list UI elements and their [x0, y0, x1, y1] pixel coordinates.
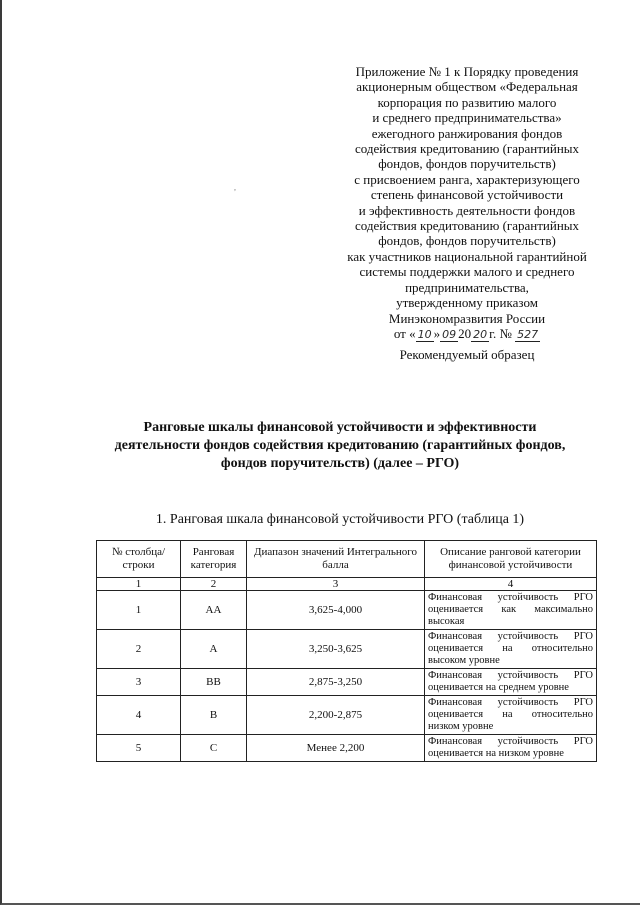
appendix-line: с присвоением ранга, характеризующего	[354, 171, 580, 187]
table-header-row	[97, 541, 597, 578]
document-title	[80, 419, 600, 473]
row-description: Финансовая устойчивость РГО оценивается на среднем уровне	[425, 669, 597, 696]
section-title: 1. Ранговая шкала финансовой устойчивости РГО (таблица 1)	[155, 512, 525, 527]
row-number: 2	[97, 630, 181, 669]
appendix-line: утвержденному приказом	[396, 295, 538, 311]
row-range: 3,625-4,000	[247, 591, 425, 630]
title-line: деятельности фондов содействия кредитованию (гарантийных фондов,	[114, 438, 566, 453]
handwritten-day: 10	[417, 327, 432, 341]
row-category: BB	[181, 669, 247, 696]
row-range: 2,875-3,250	[247, 669, 425, 696]
appendix-line: ежегодного ранжирования фондов	[371, 125, 563, 141]
header-range: Диапазон значений Интегрального балла	[247, 541, 425, 578]
appendix-line: предпринимательства,	[405, 279, 529, 295]
table-row	[97, 735, 597, 762]
appendix-line: фондов, фондов поручительств)	[378, 233, 556, 249]
appendix-line: акционерным обществом «Федеральная	[356, 79, 578, 95]
appendix-line: Минэкономразвития России	[388, 310, 546, 326]
appendix-line: корпорация по развитию малого	[377, 94, 557, 110]
appendix-line: и эффективность деятельности фондов	[358, 202, 576, 218]
header-number: № столбца/строки	[97, 541, 181, 578]
appendix-line: степень финансовой устойчивости	[370, 187, 564, 203]
table-row	[97, 696, 597, 735]
table-row	[97, 591, 597, 630]
row-range: 2,200-2,875	[247, 696, 425, 735]
table-row	[97, 669, 597, 696]
row-category: B	[181, 696, 247, 735]
row-number: 5	[97, 735, 181, 762]
column-number: 4	[425, 578, 597, 591]
table-row	[97, 630, 597, 669]
row-description: Финансовая устойчивость РГО оценивается на низком уровне	[425, 735, 597, 762]
column-number: 2	[181, 578, 247, 591]
row-description: Финансовая устойчивость РГО оценивается на относительно высоком уровне	[425, 630, 597, 669]
date-after: г. №	[489, 325, 512, 341]
row-range: Менее 2,200	[247, 735, 425, 762]
recommended-sample-label: Рекомендуемый образец	[399, 347, 535, 362]
row-category: A	[181, 630, 247, 669]
title-line: Ранговые шкалы финансовой устойчивости и эффективности	[143, 420, 537, 435]
appendix-line: Приложение № 1 к Порядку проведения	[355, 64, 579, 79]
date-year-prefix: 20	[458, 325, 472, 341]
appendix-header	[340, 64, 594, 342]
date-mid: »	[433, 325, 441, 341]
row-category: C	[181, 735, 247, 762]
row-number: 4	[97, 696, 181, 735]
appendix-line: содействия кредитованию (гарантийных	[354, 218, 580, 234]
date-prefix: от «	[393, 325, 416, 341]
title-line: фондов поручительств) (далее – РГО)	[220, 456, 460, 471]
rank-scale-table	[96, 540, 597, 762]
appendix-line: системы поддержки малого и среднего	[359, 264, 575, 280]
appendix-line: и среднего предпринимательства»	[372, 110, 562, 126]
row-range: 3,250-3,625	[247, 630, 425, 669]
column-number: 1	[97, 578, 181, 591]
appendix-line: фондов, фондов поручительств)	[378, 156, 556, 172]
handwritten-order-number: 527	[517, 327, 539, 341]
scan-artifact-mark: ,	[234, 183, 236, 192]
order-date-line	[340, 326, 594, 342]
appendix-line: содействия кредитованию (гарантийных	[354, 141, 580, 157]
row-description: Финансовая устойчивость РГО оценивается как максимально высокая	[425, 591, 597, 630]
column-number: 3	[247, 578, 425, 591]
row-category: AA	[181, 591, 247, 630]
appendix-line: как участников национальной гарантийной	[347, 248, 587, 264]
row-number: 3	[97, 669, 181, 696]
handwritten-month: 09	[442, 327, 457, 341]
row-description: Финансовая устойчивость РГО оценивается на относительно низком уровне	[425, 696, 597, 735]
row-number: 1	[97, 591, 181, 630]
handwritten-year: 20	[473, 327, 488, 341]
column-number-row	[97, 578, 597, 591]
header-description: Описание ранговой категории финансовой устойчивости	[425, 541, 597, 578]
header-category: Ранговая категория	[181, 541, 247, 578]
